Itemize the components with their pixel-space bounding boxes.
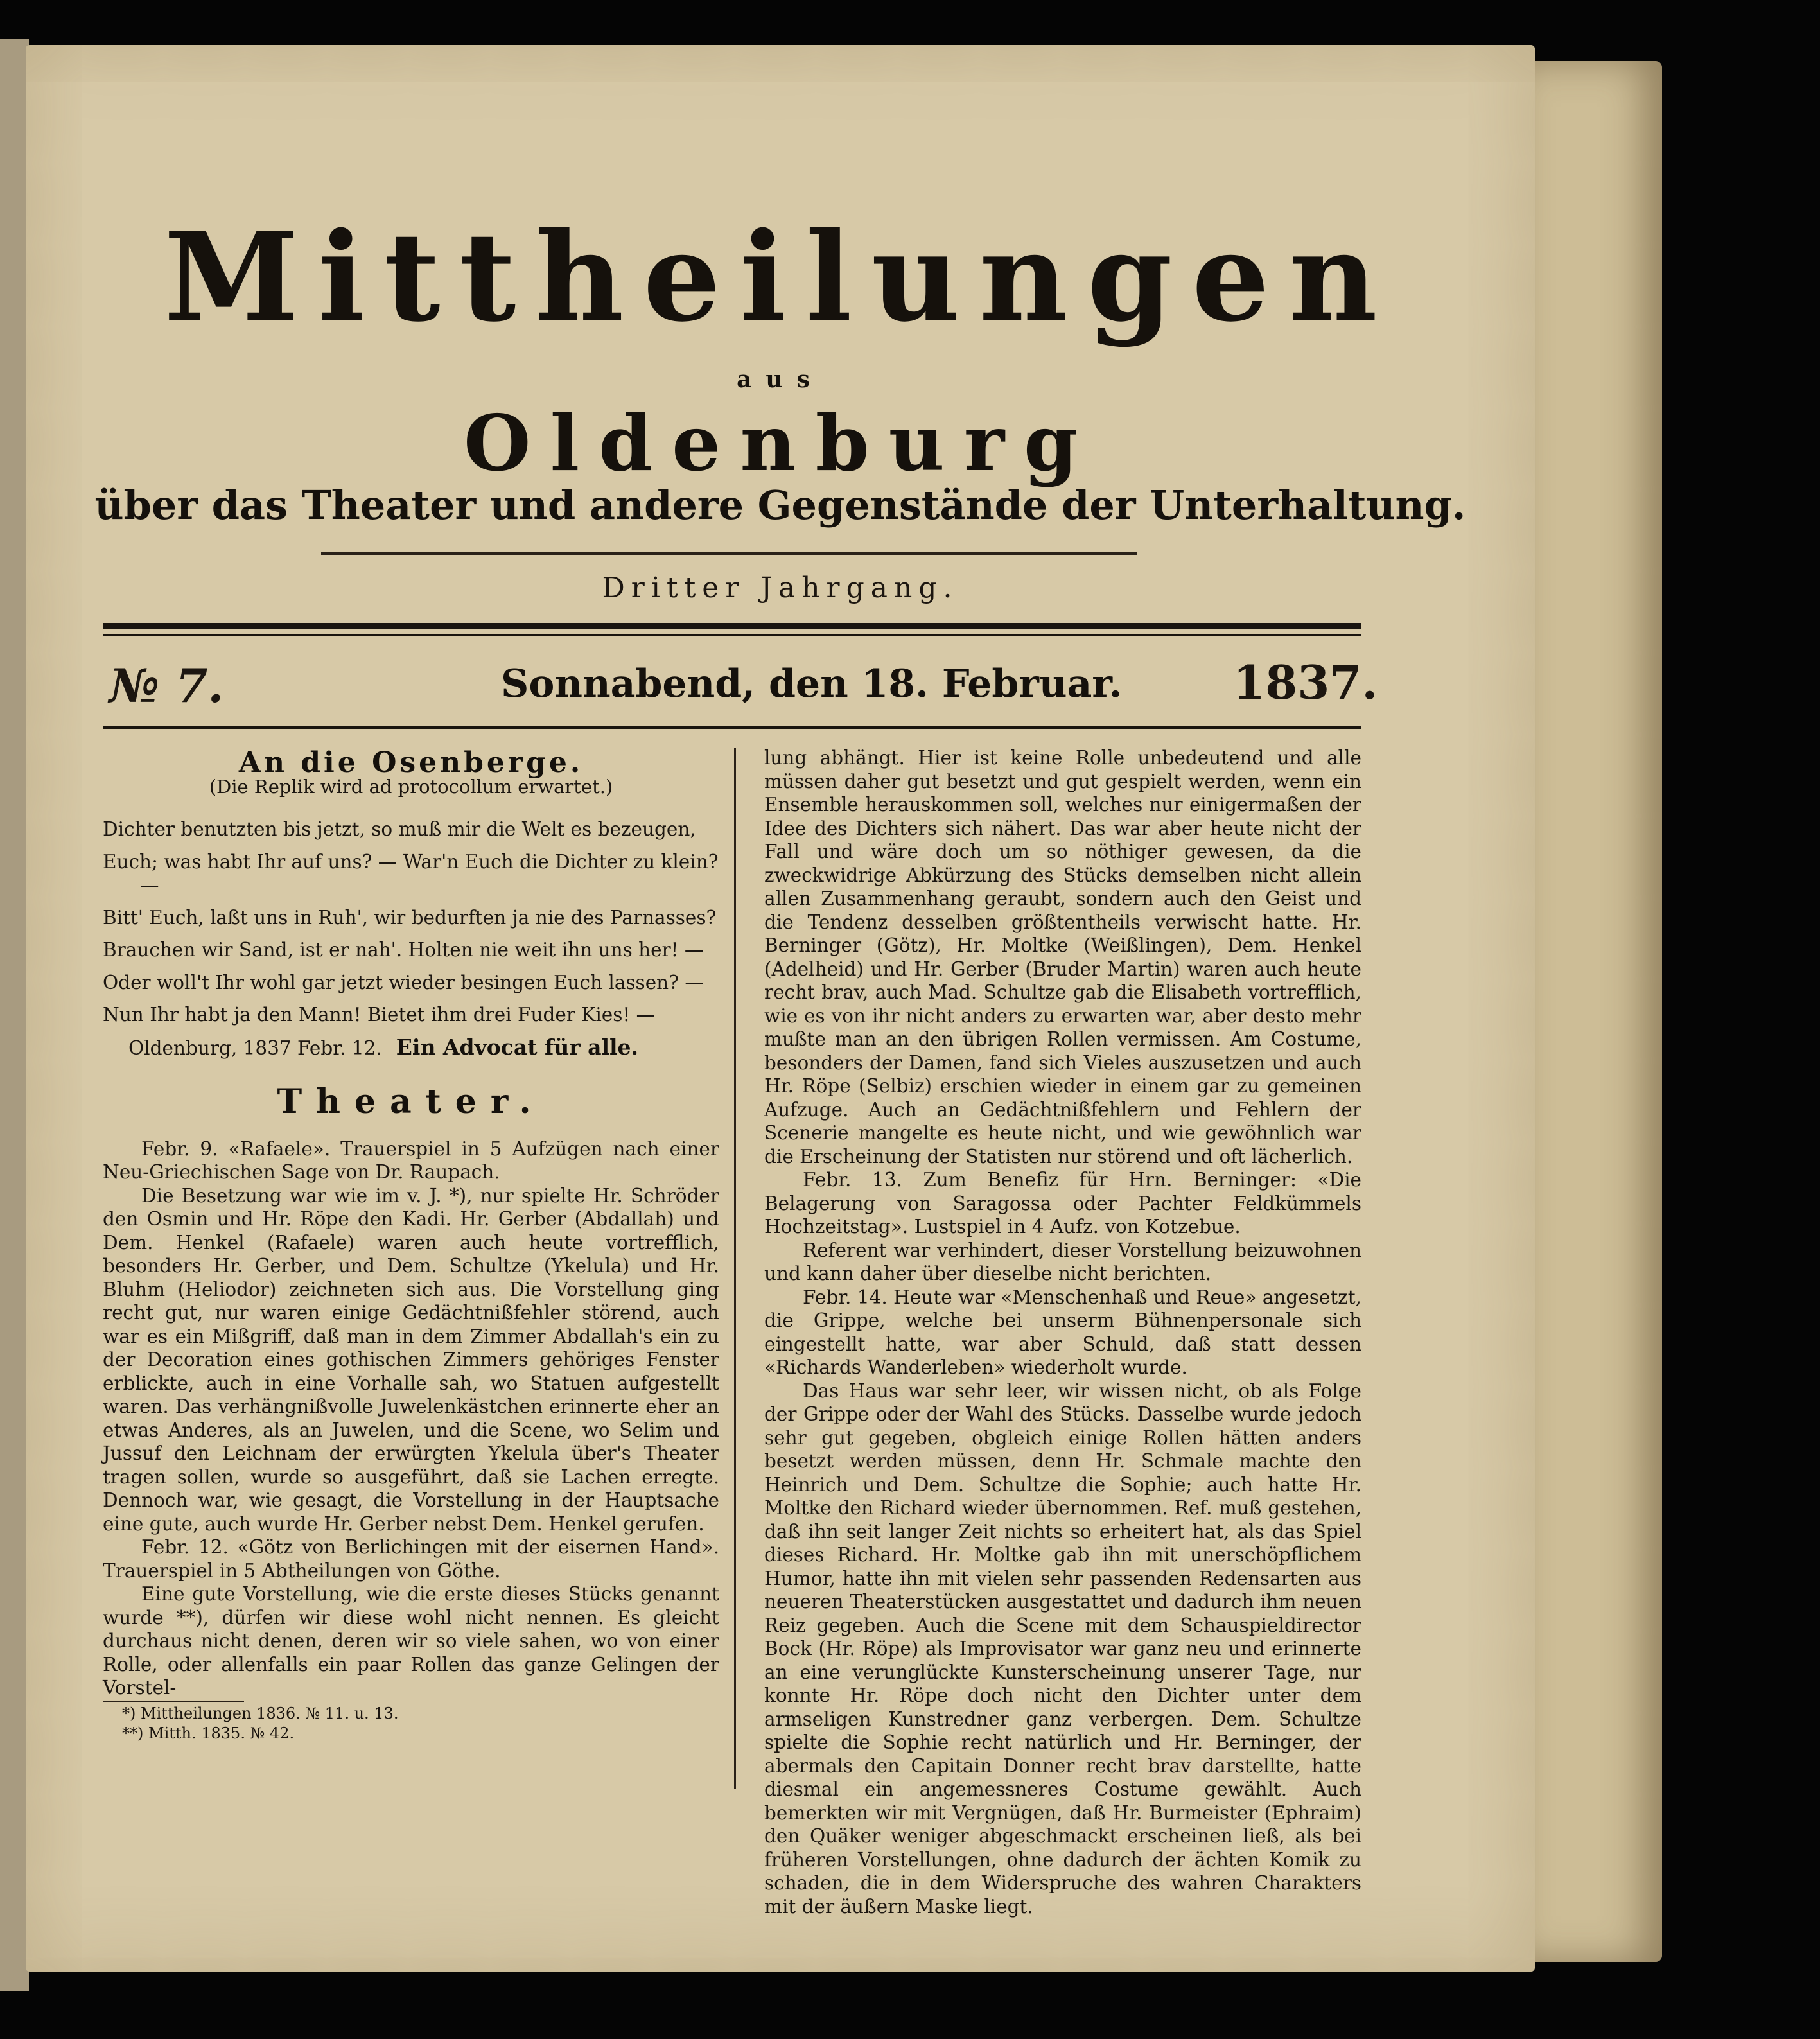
theater-paragraph: Eine gute Vorstellung, wie die erste dieses Stücks genannt wurde **), dürfen wir diese wohl nicht nennen. Es gleicht durchaus nicht denen, deren wir so viele sahen, wo von einer Rolle, oder allenfalls ein paar Rollen das ganze Gelingen der Vorstel-: [103, 1583, 719, 1699]
theater-heading: Theater.: [277, 1082, 545, 1121]
poem-line: Oder woll't Ihr wohl gar jetzt wieder besingen Euch lassen? —: [103, 971, 704, 993]
poem-signature: [103, 1036, 719, 1060]
poem-heading: An die Osenberge.: [238, 746, 584, 779]
theater-paragraph: Febr. 13. Zum Benefiz für Hrn. Berninger: «Die Belagerung von Saragossa oder Pachter Feldkümmels Hochzeitstag». Lustspiel in 4 Aufz. von Kotzebue.: [764, 1169, 1361, 1238]
left-column: [103, 746, 719, 1744]
theater-paragraph: Febr. 14. Heute war «Menschenhaß und Reue» angesetzt, die Grippe, welche bei unserm Bühnenpersonale sich eingestellt hatte, war aber Schuld, daß statt dessen «Richards Wanderleben» wiederholt wurde.: [764, 1286, 1361, 1378]
poem-line: Dichter benutzten bis jetzt, so muß mir die Welt es bezeugen,: [103, 818, 696, 840]
issue-top-rule: [103, 623, 1361, 629]
book-spine: [0, 39, 29, 1991]
issue-date: Sonnabend, den 18. Februar.: [501, 661, 1123, 706]
poem-line: Bitt' Euch, laßt uns in Ruh', wir bedurften ja nie des Parnasses?: [103, 906, 717, 929]
masthead-divider: [321, 552, 1137, 555]
poem-signature-author: Ein Advocat für alle.: [396, 1034, 639, 1060]
masthead-aus: aus: [737, 366, 824, 393]
poem-body: [103, 818, 719, 1027]
poem-line: Brauchen wir Sand, ist er nah'. Holten nie weit ihn uns her! —: [103, 939, 704, 961]
footnote: *) Mittheilungen 1836. № 11. u. 13.: [122, 1704, 399, 1722]
issue-top-rule-thin: [103, 634, 1361, 636]
footnote-rule: [103, 1701, 244, 1702]
poem-signature-place: Oldenburg, 1837 Febr. 12.: [128, 1037, 382, 1059]
poem-line: Euch; was habt Ihr auf uns? — War'n Euch die Dichter zu klein? —: [103, 850, 719, 896]
issue-bottom-rule: [103, 726, 1361, 729]
theater-paragraph: lung abhängt. Hier ist keine Rolle unbedeutend und alle müssen daher gut besetzt und gut gespielt werden, wenn ein Ensemble herauskommen soll, welches nur einigermaßen der Idee des Dichters sich nähert. Das war aber heute nicht der Fall und wäre doch um so nöthiger gewesen, da die zweckwidrige Abkürzung des Stücks demselben nicht allein allen Zusammenhang geraubt, sondern auch den Geist und die Tendenz desselben größtentheils verwischt hatte. Hr. Berninger (Götz), Hr. Moltke (Weißlingen), Dem. Henkel (Adelheid) und Hr. Gerber (Bruder Martin) waren auch heute recht brav, auch Mad. Schultze gab die Elisabeth vortrefflich, wie es von ihr nicht anders zu erwarten war, aber desto mehr mußte man an den übrigen Rollen vermissen. Am Costume, besonders der Damen, fand sich Vieles auszusetzen und auch Hr. Röpe (Selbiz) erschien wieder in einem gar zu gemeinen Aufzuge. Auch an Gedächtnißfehlern und Fehlern der Scenerie mangelte es heute nicht, und wie gewöhnlich war die Erscheinung der Statisten nur störend und oft lächerlich.: [764, 747, 1361, 1168]
theater-paragraph: Die Besetzung war wie im v. J. *), nur spielte Hr. Schröder den Osmin und Hr. Röpe den Kadi. Hr. Gerber (Abdallah) und Dem. Henkel (Rafaele) waren auch heute vortrefflich, besonders Hr. Gerber, und Dem. Schultze (Ykelula) und Hr. Bluhm (Heliodor) zeichneten sich aus. Die Vorstellung ging recht gut, nur waren einige Gedächtnißfehler störend, auch war es ein Mißgriff, daß man in dem Zimmer Abdallah's ein zu der Decoration eines gothischen Zimmers gehöriges Fenster erblickte, auch in eine Vorhalle sah, wo Statuen aufgestellt waren. Das verhängnißvolle Juwelenkästchen erinnerte eher an etwas Anderes, als an Juwelen, und die Scene, wo Selim und Jussuf den Leichnam der erwürgten Ykelula über's Theater tragen sollen, wurde so ausgeführt, daß sie Lachen erregte. Dennoch war, wie gesagt, die Vorstellung in der Hauptsache eine gute, auch wurde Hr. Gerber nebst Dem. Henkel gerufen.: [103, 1184, 719, 1535]
theater-paragraph: Febr. 9. «Rafaele». Trauerspiel in 5 Aufzügen nach einer Neu-Griechischen Sage von Dr. Raupach.: [103, 1137, 719, 1183]
masthead-city: Oldenburg: [464, 398, 1097, 489]
column-divider: [734, 748, 736, 1789]
right-column: [764, 746, 1361, 1918]
masthead-subtitle: über das Theater und andere Gegenstände der Unterhaltung.: [94, 482, 1466, 529]
page-edge: [1532, 61, 1662, 1962]
masthead-year-label: Dritter Jahrgang.: [602, 572, 959, 604]
theater-paragraph: Referent war verhindert, dieser Vorstellung beizuwohnen und kann daher über dieselbe nicht berichten.: [764, 1239, 1361, 1284]
theater-paragraph: Febr. 12. «Götz von Berlichingen mit der eisernen Hand». Trauerspiel in 5 Abtheilungen von Göthe.: [103, 1536, 719, 1582]
newspaper-page: [26, 45, 1535, 1972]
issue-year: 1837.: [1233, 655, 1378, 710]
masthead-title: Mittheilungen: [164, 206, 1397, 349]
issue-number: № 7.: [109, 658, 224, 713]
footnote: **) Mitth. 1835. № 42.: [122, 1724, 295, 1742]
poem-line: Nun Ihr habt ja den Mann! Bietet ihm drei Fuder Kies! —: [103, 1004, 656, 1026]
theater-paragraph: Das Haus war sehr leer, wir wissen nicht, ob als Folge der Grippe oder der Wahl des Stücks. Dasselbe wurde jedoch sehr gut gegeben, obgleich einige Rollen hätten anders besetzt werden müssen, denn Hr. Schmale machte den Heinrich und Dem. Schultze die Sophie; auch hatte Hr. Moltke den Richard wieder übernommen. Ref. muß gestehen, daß ihn seit langer Zeit nichts so erheitert hat, als das Spiel dieses Richard. Hr. Moltke gab ihn mit unerschöpflichem Humor, hatte ihn mit vielen sehr passenden Redensarten aus neueren Theaterstücken ausgestattet und dadurch ihm neuen Reiz gegeben. Auch die Scene mit dem Schauspieldirector Bock (Hr. Röpe) als Improvisator war ganz neu und erinnerte an eine verunglückte Kunsterscheinung unserer Tage, nur konnte Hr. Röpe doch nicht den Dichter unter dem armseligen Kunstredner ganz verbergen. Dem. Schultze spielte die Sophie recht natürlich und Hr. Berninger, der abermals den Capitain Donner recht brav darstellte, hatte diesmal ein angemessneres Costume gewählt. Auch bemerkten wir mit Vergnügen, daß Hr. Burmeister (Ephraim) den Quäker weniger abgeschmackt erscheinen ließ, als bei früheren Vorstellungen, ohne dadurch der ächten Komik zu schaden, die in dem Widerspruche des wahren Charakters mit der äußern Maske liegt.: [764, 1379, 1361, 1918]
poem-subheading: (Die Replik wird ad protocollum erwartet.): [209, 775, 613, 798]
